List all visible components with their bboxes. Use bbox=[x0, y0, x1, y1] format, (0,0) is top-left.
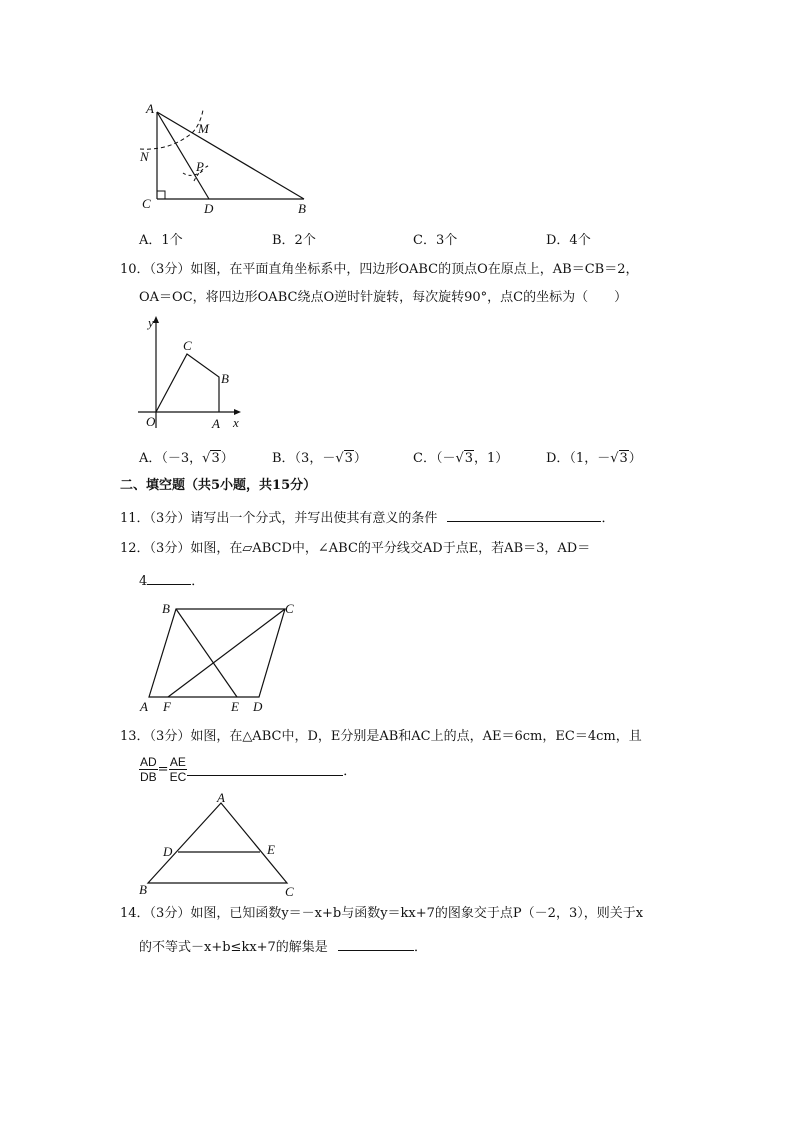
q10-label-x: x bbox=[233, 415, 239, 430]
q14-stem-line1: 14．（3分）如图，已知函数y＝－x+b与函数y＝kx+7的图象交于点P（－2，3），则关于x bbox=[120, 906, 644, 921]
q14-answer-blank[interactable] bbox=[338, 938, 414, 951]
q9-figure bbox=[130, 95, 320, 220]
q12-label-C: C bbox=[285, 601, 294, 616]
q10-option-b: B．（3，－√3） bbox=[272, 451, 367, 466]
q9-option-b: B．2个 bbox=[272, 233, 316, 248]
q12-label-F: F bbox=[163, 699, 171, 714]
q9-label-M: M bbox=[198, 121, 209, 136]
q10-figure bbox=[135, 310, 250, 435]
q10-option-c: C．（－√3，1） bbox=[413, 451, 509, 466]
section-2-title: 二、填空题（共5小题，共15分） bbox=[120, 478, 317, 493]
q13-stem-line1: 13．（3分）如图，在△ABC中，D，E分别是AB和AC上的点，AE＝6cm，EC＝4cm，且 bbox=[120, 729, 642, 744]
q9-label-C: C bbox=[142, 196, 151, 211]
q10-label-y: y bbox=[148, 315, 154, 330]
q12-label-B: B bbox=[162, 601, 170, 616]
q13-label-D: D bbox=[163, 844, 173, 859]
q13-label-A: A bbox=[217, 790, 225, 805]
q13-fraction-ad-db: $\frac{AD}{DB}$ bbox=[140, 755, 157, 784]
q9-label-B: B bbox=[298, 201, 306, 216]
q11-stem: 11．（3分）请写出一个分式，并写出使其有意义的条件 ． bbox=[120, 511, 615, 526]
q9-label-A: A bbox=[146, 101, 154, 116]
q13-figure bbox=[135, 790, 305, 900]
q13-answer-blank[interactable] bbox=[187, 763, 343, 776]
q13-label-B: B bbox=[139, 882, 147, 897]
q14-stem-line2: 的不等式－x+b≤kx+7的解集是 ． bbox=[139, 940, 427, 955]
q10-stem-line2: OA＝OC，将四边形OABC绕点O逆时针旋转，每次旋转90°，点C的坐标为（ ） bbox=[139, 290, 628, 305]
q9-option-a: A．1个 bbox=[139, 233, 183, 248]
q12-label-E: E bbox=[231, 699, 239, 714]
q10-label-A: A bbox=[212, 416, 220, 431]
q10-label-B: B bbox=[221, 371, 229, 386]
q10-option-a: A．（－3，√3） bbox=[139, 451, 234, 466]
q12-answer-blank[interactable] bbox=[147, 572, 191, 585]
q10-label-C: C bbox=[183, 338, 192, 353]
q12-label-A: A bbox=[140, 699, 148, 714]
q9-option-d: D．4个 bbox=[546, 233, 591, 248]
q9-option-c: C．3个 bbox=[413, 233, 458, 248]
q12-stem-line2: 4 ． bbox=[139, 574, 205, 589]
q9-label-N: N bbox=[140, 149, 149, 164]
q10-stem-line1: 10．（3分）如图，在平面直角坐标系中，四边形OABC的顶点O在原点上，AB＝CB＝2， bbox=[120, 262, 639, 277]
q9-label-D: D bbox=[204, 201, 214, 216]
q13-label-E: E bbox=[267, 842, 275, 857]
q13-label-C: C bbox=[285, 884, 294, 899]
q9-label-P: P bbox=[196, 159, 204, 174]
q12-stem-line1: 12．（3分）如图，在▱ABCD中，∠ABC的平分线交AD于点E，若AB＝3，AD＝ bbox=[120, 541, 591, 556]
q10-label-O: O bbox=[146, 414, 156, 429]
q12-figure bbox=[135, 598, 305, 716]
q12-label-D: D bbox=[253, 699, 263, 714]
q13-fraction-ae-ec: $\frac{AE}{EC}$ bbox=[169, 755, 187, 784]
q11-answer-blank[interactable] bbox=[447, 509, 601, 522]
q13-stem-line2: $\frac{AD}{DB}$ = $\frac{AE}{EC}$ ． bbox=[140, 755, 357, 784]
q10-option-d: D．（1，－√3） bbox=[546, 451, 642, 466]
